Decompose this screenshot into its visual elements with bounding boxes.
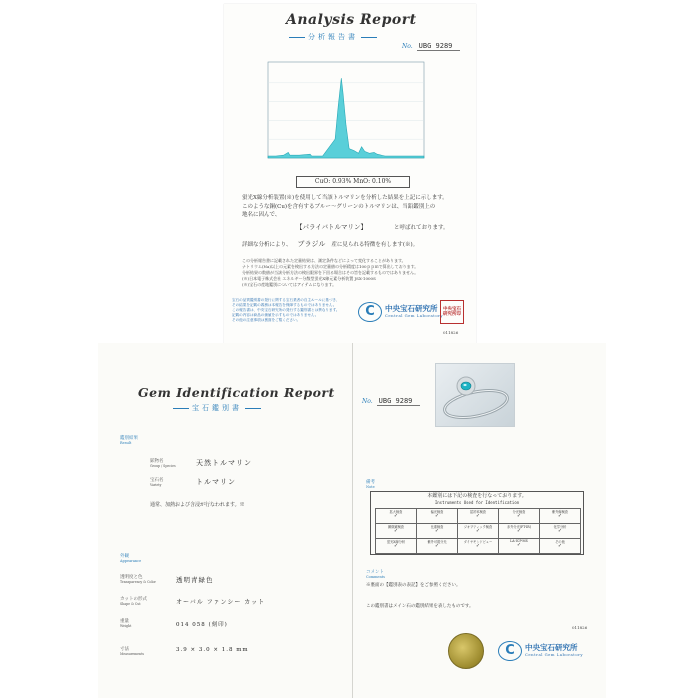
instrument-label: ダイヤモンドビュー (463, 540, 493, 544)
appearance-label-jp: 外観 (120, 554, 129, 559)
check-mark-icon: ✓ (434, 543, 440, 549)
weight-label-jp: 重量 (120, 619, 129, 624)
check-mark-icon: ✓ (516, 542, 522, 548)
instrument-label: 分光検査 (512, 510, 526, 514)
report-number-label: No. (402, 43, 413, 50)
variety-label-jp: 宝石名 (150, 478, 164, 483)
check-mark-icon: ✓ (393, 528, 399, 534)
check-mark-icon: ✓ (516, 528, 522, 534)
instrument-label: 蛍光X線分析 (386, 540, 406, 544)
variety-label-en: Variety (150, 483, 162, 487)
lab-logo (358, 302, 443, 322)
origin-prefix: 詳細な分析により、 (242, 242, 292, 248)
report-number-value: UBG 9289 (417, 42, 461, 51)
species-value: 天然トルマリン (196, 459, 252, 467)
instruments-table (375, 508, 581, 554)
origin-line (242, 240, 418, 250)
spectrum-area (268, 78, 424, 158)
instrument-cell (540, 539, 581, 554)
analysis-report-sheet (224, 4, 476, 344)
gem-number-value: UBG 9289 (377, 397, 421, 406)
species-label-jp: 鉱物名 (150, 459, 164, 464)
instrument-row (376, 524, 581, 539)
cut-label (120, 597, 147, 607)
instrument-cell (376, 539, 417, 554)
instrument-label: 化学分析 (553, 525, 567, 529)
instrument-label: 赤外分光(FT-IR) (507, 525, 531, 529)
origin-value: ブラジル (297, 240, 326, 248)
cgl-logo-icon: C (358, 302, 382, 322)
instrument-cell (499, 539, 540, 554)
gem-report-title: Gem Identification Report (138, 385, 335, 400)
transparency-value: 透明青緑色 (176, 576, 214, 584)
comment-label-jp: コメント (366, 570, 384, 575)
check-mark-icon: ✓ (475, 528, 481, 534)
instrument-cell (499, 509, 540, 524)
instrument-label: 偏光検査 (430, 510, 444, 514)
result-label-en: Result (120, 441, 132, 445)
instrument-label: ジオプティック検査 (463, 525, 493, 529)
result-label-jp: 鑑別結果 (120, 436, 138, 441)
gem-number-label: No. (362, 398, 373, 405)
appearance-section-label (120, 553, 141, 563)
fine-print-line: 宝石の品質鑑別書の発行に関する宝石業者の自主ルールに基づき、 (232, 298, 340, 302)
species-label-en: Group / Species (150, 464, 176, 468)
gold-hologram-seal (448, 633, 484, 669)
note-line: この分析報告書に記載された定量結果は、測定条件などによって変化することがあります。 (242, 258, 406, 263)
instrument-cell (417, 509, 458, 524)
remarks-label-en: Note (366, 485, 375, 489)
instrument-label: LA-ICP-MS (510, 539, 528, 543)
gem-lab-logo (498, 641, 583, 661)
fine-print-line: この報告書は、中央宝石研究所の発行する鑑別書とは異なります。 (232, 308, 340, 312)
note-line: ナトリウム(Na)以上の元素を検出する方法の定量値の分析精度は100ｐｐｍで算出しております。 (242, 264, 419, 269)
comment-text: ※裏面の【鑑別表の表記】をご参照ください。 (366, 583, 461, 588)
instrument-label: 拡大検査 (389, 510, 403, 514)
fine-print-line: その他の注意事項は裏面をご覧ください。 (232, 318, 301, 322)
instrument-cell (376, 509, 417, 524)
dimension-label-jp: 寸法 (120, 647, 129, 652)
instrument-label: 比重検査 (430, 525, 444, 529)
xrf-spectrum-chart (254, 60, 429, 170)
remarks-label-jp: 備考 (366, 480, 375, 485)
instrument-cell (540, 509, 581, 524)
result-section-label (120, 435, 138, 445)
comment-label-en: Comments (366, 575, 385, 579)
instrument-label: 屈折率検査 (470, 510, 486, 514)
check-mark-icon: ✓ (475, 543, 481, 549)
origin-suffix: 産に見られる特徴を有します(※)。 (331, 242, 419, 248)
note-line: (※)日本電子株式会社 エネルギー分散型蛍光X線元素分析装置 JSX-1000S (242, 276, 376, 281)
fine-print-line: 記載の内容は商品の価値を示すものではありません。 (232, 313, 319, 317)
body-line: 蛍光X線分析装置(※)を使用して当該トルマリンを分析した結果を上記に示します。 (242, 195, 448, 201)
note-line: 分析結果の数値が当該分析方法の検出限界を下回る場合はその旨を記載するものではありません。 (242, 270, 419, 275)
lab-name-en: Central Gem Laboratory (385, 313, 444, 318)
comment-section-label (366, 569, 385, 579)
check-mark-icon: ✓ (393, 543, 399, 549)
instrument-cell (540, 524, 581, 539)
transparency-label-jp: 透明度と色 (120, 575, 143, 580)
appearance-label-en: Appearance (120, 559, 142, 563)
gem-report-serial: 011826 (572, 625, 588, 630)
gem-report-subtitle: 宝石鑑別書 (170, 403, 264, 413)
instrument-cell (458, 524, 499, 539)
gem-identification-booklet (98, 343, 606, 698)
fine-print (232, 298, 362, 323)
analysis-report-title: Analysis Report (286, 12, 417, 28)
instrument-cell (458, 539, 499, 554)
body-line: 地名に因んで、 (242, 212, 281, 218)
instruments-title-en: Instruments Used for Identification (434, 500, 520, 505)
dimension-label (120, 647, 144, 657)
check-mark-icon: ✓ (434, 513, 440, 519)
instrument-cell (499, 524, 540, 539)
instruments-title-jp: 本鑑別には下記の検査を行なっております。 (427, 493, 527, 499)
dimension-label-en: Measurements (120, 652, 145, 656)
lab-name-jp: 中央宝石研究所 (385, 304, 438, 313)
instrument-label: その他 (555, 540, 565, 544)
analysis-serial: 011826 (443, 330, 459, 335)
weight-label-en: Weight (120, 624, 132, 628)
gem-report-left-page (98, 343, 353, 698)
check-mark-icon: ✓ (516, 513, 522, 519)
tourmaline-ring-icon (436, 364, 514, 426)
check-mark-icon: ✓ (557, 513, 563, 519)
note-line: (※)宝石の産地鑑別についてはアイテムになります。 (242, 282, 337, 287)
analysis-body (242, 194, 468, 220)
instrument-row (376, 539, 581, 554)
footer-note: この鑑別書はメイン石の鑑別結果を表したものです。 (366, 604, 474, 609)
analysis-notes (242, 258, 472, 288)
dimension-value: 3.9 × 3.0 × 1.8 mm (176, 647, 249, 653)
lab-seal-stamp: 中央宝石 研究所印 (440, 300, 464, 324)
transparency-label-en: Transparency & Color (120, 580, 156, 584)
instrument-cell (417, 524, 458, 539)
analysis-report-number (402, 42, 460, 50)
cut-value: オーバル ファンシー カット (176, 599, 266, 606)
remarks-section-label (366, 479, 375, 489)
weight-label (120, 619, 131, 629)
gem-lab-name-jp: 中央宝石研究所 (525, 643, 578, 652)
check-mark-icon: ✓ (434, 528, 440, 534)
instrument-label: 顕微鏡検査 (388, 525, 404, 529)
check-mark-icon: ✓ (393, 513, 399, 519)
cut-label-en: Shape & Cut (120, 602, 141, 606)
instrument-row (376, 509, 581, 524)
analysis-report-subtitle: 分析報告書 (286, 32, 380, 42)
instruments-box (370, 491, 584, 555)
check-mark-icon: ✓ (475, 513, 481, 519)
ring-photo (435, 363, 515, 427)
gem-report-right-page (352, 343, 606, 698)
instrument-label: 紫外線検査 (552, 510, 568, 514)
transparency-label (120, 575, 156, 585)
instrument-cell (376, 524, 417, 539)
body-line: このような銅(Cu)を含有するブルー〜グリーンのトルマリンは、当鉛鑑別上の (242, 203, 436, 210)
instrument-cell (417, 539, 458, 554)
treatment-note: 通常、加熱および含浸が行なわれます。※ (150, 502, 245, 508)
species-label (150, 459, 176, 469)
check-mark-icon: ✓ (557, 543, 563, 549)
instrument-label: 紫外可視分光 (427, 540, 447, 544)
composition-box: CuO: 0.93% MnO: 0.10% (296, 176, 410, 188)
variety-suffix: と呼ばれております。 (394, 225, 449, 231)
instrument-cell (458, 509, 499, 524)
variety-label (150, 478, 164, 488)
variety-name: 【パライバトルマリン】 (296, 223, 368, 231)
gem-lab-name-en: Central Gem Laboratory (525, 652, 584, 657)
gem-report-number (362, 397, 420, 405)
fine-print-line: その結果を記載の義務は本報告を保障するものではありません。 (232, 303, 337, 307)
weight-value: 014 058 (刻印) (176, 622, 228, 628)
check-mark-icon: ✓ (557, 528, 563, 534)
cgl-logo-icon: C (498, 641, 522, 661)
cut-label-jp: カットの形式 (120, 597, 147, 602)
variety-value: トルマリン (196, 478, 236, 486)
